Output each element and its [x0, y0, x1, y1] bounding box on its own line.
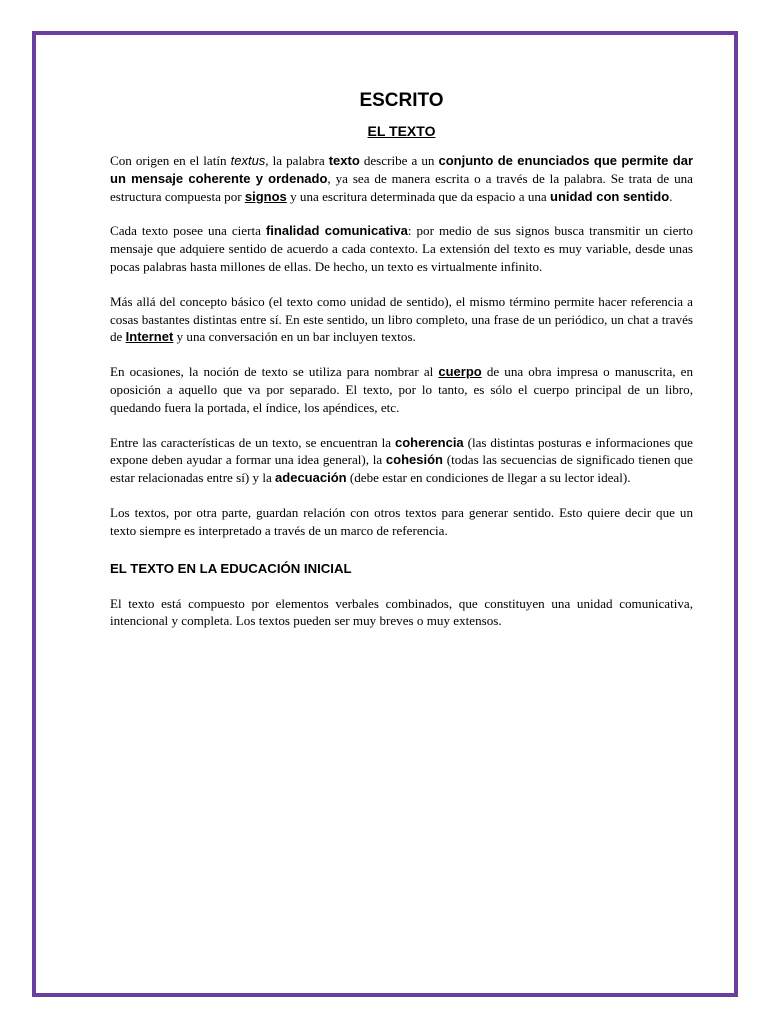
p5-bold-cohesion: cohesión — [385, 452, 443, 468]
paragraph-4 — [110, 363, 693, 416]
link-cuerpo[interactable]: cuerpo — [438, 364, 482, 380]
document-body — [110, 88, 693, 630]
link-signos[interactable]: signos — [244, 188, 287, 204]
p1-text-5: y una escritura determinada que da espacio a una — [286, 188, 551, 204]
p7-text-1: El texto está compuesto por elementos verbales combinados, que constituyen una unidad comunicativa, intencional y completa. Los textos pueden ser muy breves o muy extensos. — [110, 595, 693, 629]
p1-bold-unidad: unidad con sentido — [550, 188, 670, 204]
p2-text-1: Cada texto posee una cierta — [110, 223, 266, 239]
paragraph-5 — [110, 434, 693, 487]
p5-text-4: (debe estar en condiciones de llegar a su lector ideal). — [346, 470, 631, 486]
document-subtitle: EL TEXTO — [367, 123, 436, 139]
p3-text-1: Más allá del concepto básico (el texto como unidad de sentido), el mismo término permite hacer referencia a cosas bastantes distintas entre sí. En este sentido, un libro completo, una frase de un periódico, un chat a través de — [110, 293, 693, 345]
p4-text-1: En ocasiones, la noción de texto se utiliza para nombrar al — [110, 364, 439, 380]
section-heading: EL TEXTO EN LA EDUCACIÓN INICIAL — [110, 560, 352, 576]
paragraph-6 — [110, 504, 693, 540]
paragraph-3 — [110, 293, 693, 346]
link-internet[interactable]: Internet — [125, 329, 174, 345]
p4-text-2: de una obra impresa o manuscrita, en oposición a aquello que va por separado. El texto, por lo tanto, es sólo el cuerpo principal de un libro, quedando fuera la portada, el índice, los apéndices, etc. — [110, 364, 693, 415]
p5-bold-adecuacion: adecuación — [275, 470, 347, 486]
p2-text-2: : por medio de sus signos busca transmitir un cierto mensaje que adquiere sentido de acuerdo a cada contexto. La extensión del texto es muy variable, desde unas pocas palabras hasta millones de ellas. De hecho, un texto es virtualmente infinito. — [110, 223, 693, 274]
p1-word-texto: texto — [328, 153, 360, 168]
paragraph-2 — [110, 222, 693, 275]
p1-text-6: . — [669, 188, 673, 204]
p6-text-1: Los textos, por otra parte, guardan relación con otros textos para generar sentido. Esto quiere decir que un texto siempre es interpretado a través de un marco de referencia. — [110, 504, 693, 538]
p2-bold-finalidad: finalidad comunicativa — [265, 223, 408, 239]
p1-latin-word: textus — [230, 153, 266, 168]
p5-text-3: (todas las secuencias de significado tienen que estar relacionadas entre sí) y la — [110, 452, 693, 486]
p5-text-1: Entre las características de un texto, se encuentran la — [110, 434, 396, 450]
p1-text-2: , la palabra — [265, 153, 329, 168]
p5-bold-coherencia: coherencia — [395, 434, 464, 450]
p1-text-1: Con origen en el latín — [110, 153, 231, 168]
p5-text-2: (las distintas posturas e informaciones que expone deben ayudar a formar una idea general), la — [110, 434, 693, 468]
document-title: ESCRITO — [359, 90, 444, 111]
p1-bold-conjunto: conjunto de enunciados que permite dar un mensaje coherente y ordenado — [110, 153, 693, 186]
p3-text-2: y una conversación en un bar incluyen textos. — [173, 329, 416, 345]
paragraph-1 — [110, 152, 693, 205]
p1-text-4: , ya sea de manera escrita o a través de la palabra. Se trata de una estructura compuesta por — [110, 170, 693, 204]
paragraph-7 — [110, 595, 693, 631]
p1-text-3: describe a un — [359, 153, 439, 168]
